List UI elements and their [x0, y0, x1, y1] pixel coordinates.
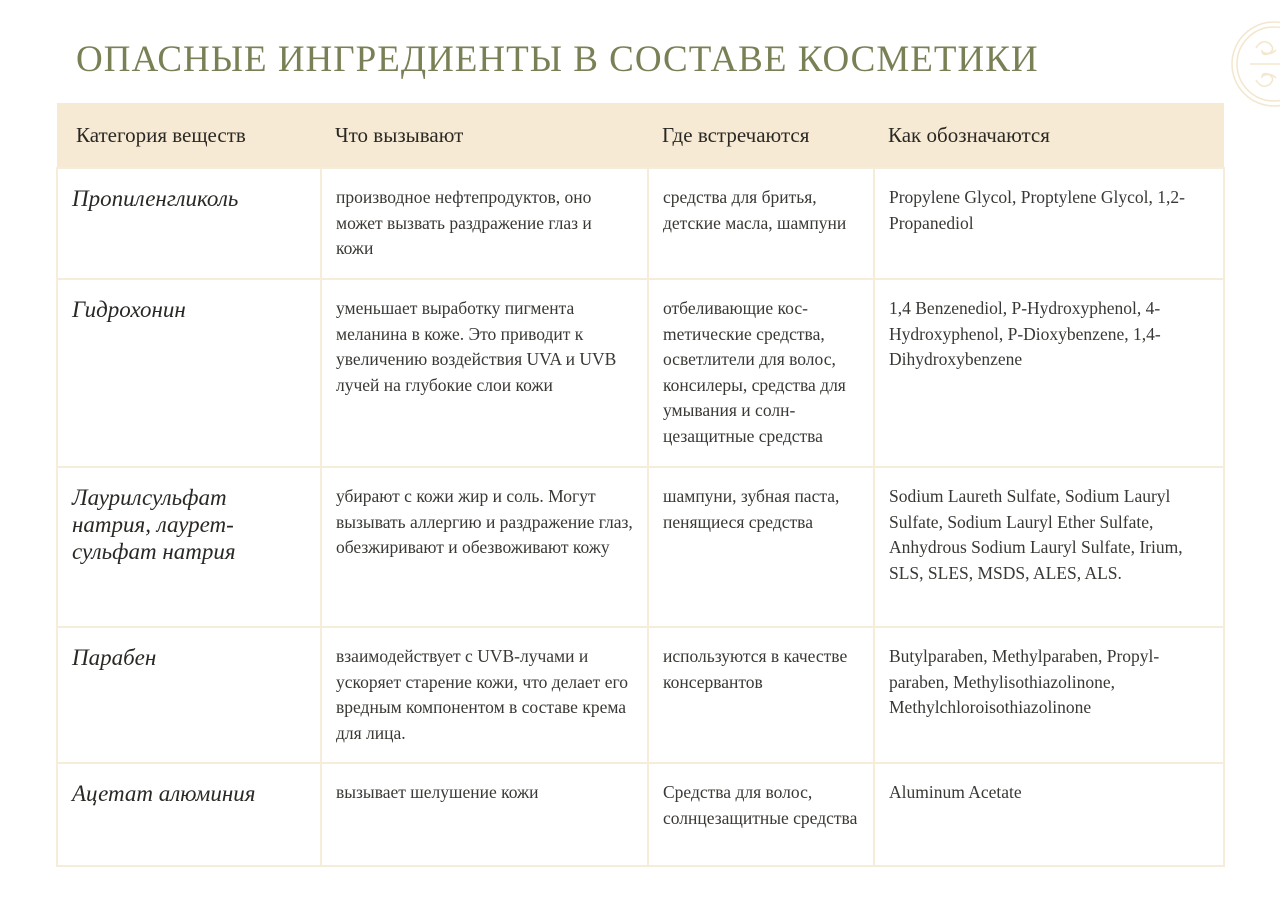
table-header-row: [57, 103, 1224, 168]
effect-cell: производное нефтепродуктов, оно может вызвать раздражение глаз и кожи: [321, 168, 648, 279]
effect-cell: уменьшает выработку пигмента меланина в коже. Это приводит к увеличению воздействия UVA и UVB лучей на глубокие слои кожи: [321, 279, 648, 467]
labels-cell: Propylene Glycol, Proptylene Glycol, 1,2-Propanediol: [874, 168, 1224, 279]
category-cell: Лаурилсульфат натрия, лауретсульфат натрия: [57, 467, 321, 627]
table-row: [57, 627, 1224, 763]
where-cell: Средства для волос, солнцезащитные средства: [648, 763, 874, 866]
floral-ornament-icon: [1228, 18, 1280, 110]
effect-cell: вызывает шелушение кожи: [321, 763, 648, 866]
table-row: [57, 168, 1224, 279]
header-effect: Что вызывают: [335, 123, 464, 147]
effect-cell: убирают с кожи жир и соль. Могут вызывать аллергию и раздражение глаз, обезжиривают и обезвоживают кожу: [321, 467, 648, 627]
header-category: Категория веществ: [76, 123, 246, 147]
where-cell: отбеливающие косmетические средства, осветлители для волос, консилеры, средства для умывания и солнцезащитные средства: [648, 279, 874, 467]
category-cell: Пропиленгликоль: [57, 168, 321, 279]
labels-cell: Butylparaben, Methylparaben, Propylparaben, Methylisothiazolinone, Methylchloroisothiazolinone: [874, 627, 1224, 763]
labels-cell: Aluminum Acetate: [874, 763, 1224, 866]
table-row: [57, 763, 1224, 866]
ingredients-table: [56, 103, 1225, 867]
where-cell: шампуни, зубная паста, пенящиеся средства: [648, 467, 874, 627]
category-cell: Ацетат алюминия: [57, 763, 321, 866]
where-cell: используются в качестве консервантов: [648, 627, 874, 763]
labels-cell: Sodium Laureth Sulfate, Sodium Lauryl Sulfate, Sodium Lauryl Ether Sulfate, Anhydrous Sodium Lauryl Sulfate, Irium, SLS, SLES, MSDS, ALES, ALS.: [874, 467, 1224, 627]
effect-cell: взаимодействует с UVB-лучами и ускоряет старение кожи, что делает его вредным компонентом в составе крема для лица.: [321, 627, 648, 763]
where-cell: средства для бритья, детские масла, шампуни: [648, 168, 874, 279]
category-cell: Гидрохонин: [57, 279, 321, 467]
page-title: ОПАСНЫЕ ИНГРЕДИЕНТЫ В СОСТАВЕ КОСМЕТИКИ: [76, 39, 1039, 80]
header-where: Где встречаются: [662, 123, 810, 147]
category-cell: Парабен: [57, 627, 321, 763]
labels-cell: 1,4 Benzenediol, P-Hydroxyphenol, 4-Hydroxyphenol, P-Dioxybenzene, 1,4-Dihydroxybenzene: [874, 279, 1224, 467]
table-row: [57, 279, 1224, 467]
header-labels: Как обозначаются: [888, 123, 1050, 147]
table-row: [57, 467, 1224, 627]
